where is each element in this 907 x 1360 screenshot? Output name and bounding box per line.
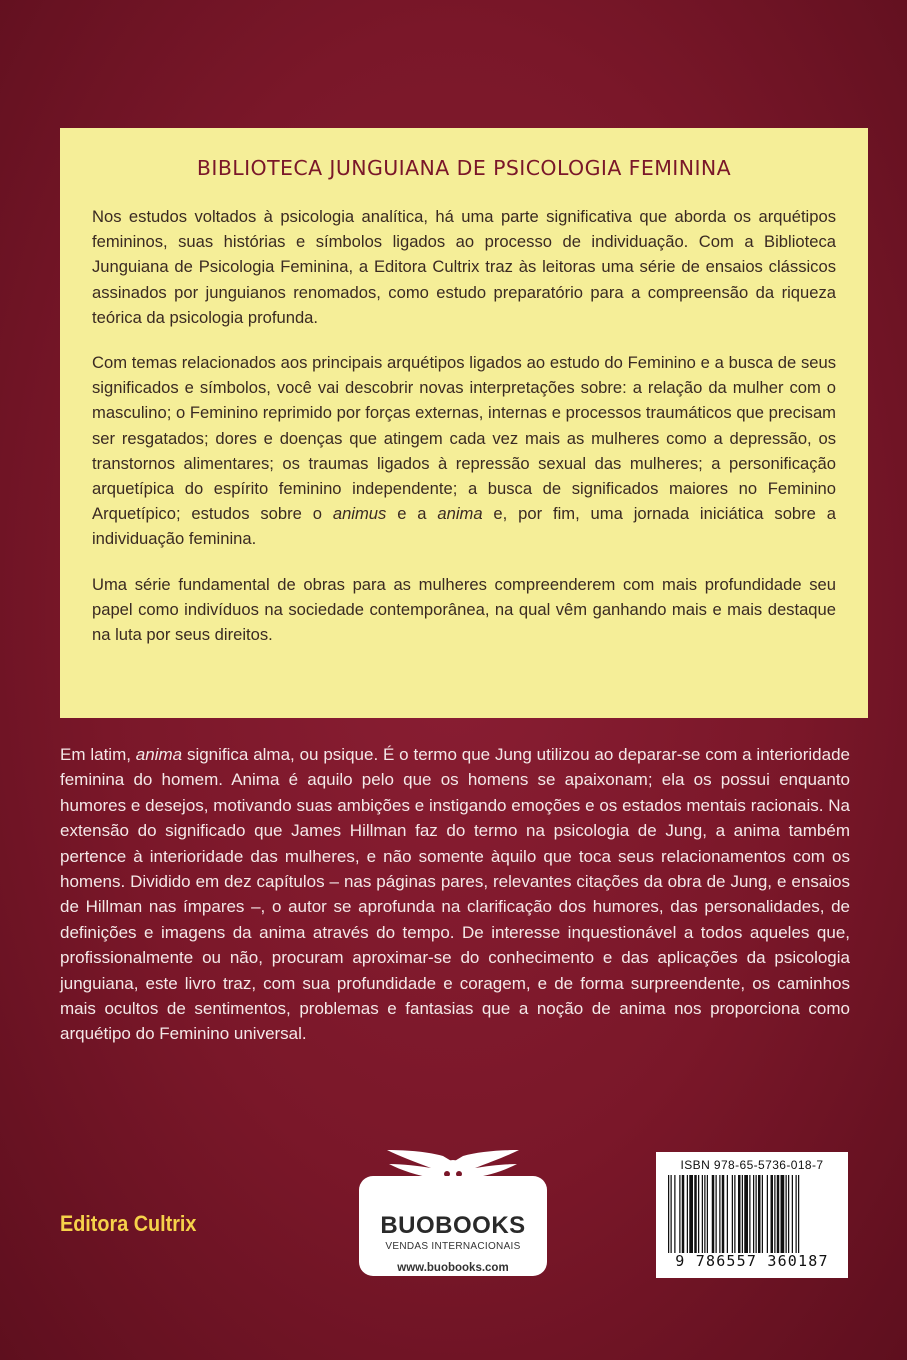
barcode-bar xyxy=(774,1175,775,1253)
series-paragraph-2-part-c: e, por fim, uma jornada iniciática sobre a individuação feminina. xyxy=(92,504,836,549)
barcode-bar xyxy=(749,1175,750,1253)
barcode-bar xyxy=(712,1175,715,1253)
barcode-bar xyxy=(679,1175,680,1253)
series-paragraph-2-part-a: Com temas relacionados aos principais arquétipos ligados ao estudo do Feminino e a busca de seus significados e símbolos, você vai descobrir novas interpretações sobre: a relação da mulher com o masculino; o Feminino reprimido por forças externas, internas e processos traumáticos que precisam ser resgatados; dores e doenças que atingem cada vez mais as mulheres como a depressão, os transtornos alimentares; os traumas ligados à repressão sexual das mulheres; a personificação arquetípica do espírito feminino independente; a busca de significados maiores no Feminino Arquetípico; estudos sobre o xyxy=(92,353,836,524)
barcode-bar xyxy=(694,1175,697,1253)
barcode-bar xyxy=(689,1175,693,1253)
barcode-bar xyxy=(687,1175,688,1253)
series-paragraph-2 xyxy=(92,350,836,552)
barcode-bar xyxy=(674,1175,675,1253)
barcode-bar xyxy=(767,1175,768,1253)
anima-term: anima xyxy=(437,504,483,524)
barcode-bar xyxy=(668,1175,669,1253)
barcode-bar xyxy=(788,1175,789,1253)
barcode-bar xyxy=(732,1175,733,1253)
series-paragraph-2-part-b: e a xyxy=(386,504,438,524)
isbn-label: ISBN 978-65-5736-018-7 xyxy=(680,1158,824,1172)
animus-term: animus xyxy=(332,504,387,524)
barcode-bar xyxy=(671,1175,672,1253)
barcode-digits: 9 786557 360187 xyxy=(675,1252,829,1270)
distributor-name: BUOBOOKS xyxy=(380,1212,526,1239)
barcode-bar xyxy=(777,1175,780,1253)
distributor-logo-box xyxy=(359,1176,547,1276)
series-paragraph-1: Nos estudos voltados à psicologia analítica, há uma parte significativa que aborda os arquétipos femininos, suas histórias e símbolos ligados ao processo de individuação. Com a Biblioteca Junguiana de Psicologia Feminina, a Editora Cultrix traz às leitoras uma série de ensaios clássicos assinados por junguianos renomados, como estudo preparatório para a compreensão da riqueza teórica da psicologia profunda. xyxy=(92,207,836,327)
book-description xyxy=(60,742,850,1047)
barcode-bar xyxy=(716,1175,717,1253)
barcode-bar xyxy=(796,1175,797,1253)
barcode-bar xyxy=(727,1175,728,1253)
distributor-logo xyxy=(359,1148,547,1278)
barcode-bar xyxy=(762,1175,763,1253)
isbn-barcode xyxy=(656,1152,848,1278)
barcode-bars xyxy=(664,1175,840,1253)
barcode-bar xyxy=(753,1175,754,1253)
publisher-name: Editora Cultrix xyxy=(60,1211,197,1236)
barcode-bar xyxy=(722,1175,725,1253)
barcode-bar xyxy=(742,1175,743,1253)
distributor-tagline: VENDAS INTERNACIONAIS xyxy=(385,1241,521,1252)
barcode-bar xyxy=(719,1175,720,1253)
barcode-bar xyxy=(704,1175,705,1253)
barcode-bar xyxy=(798,1175,799,1253)
barcode-bar xyxy=(702,1175,703,1253)
distributor-url: www.buobooks.com xyxy=(397,1262,509,1274)
barcode-bar xyxy=(786,1175,787,1253)
barcode-bar xyxy=(792,1175,793,1253)
barcode-bar xyxy=(682,1175,685,1253)
description-anima-term: anima xyxy=(135,745,183,764)
barcode-bar xyxy=(738,1175,741,1253)
series-title: BIBLIOTECA JUNGUIANA DE PSICOLOGIA FEMININA xyxy=(196,156,732,180)
barcode-bar xyxy=(781,1175,785,1253)
barcode-bar xyxy=(771,1175,774,1253)
description-body: significa alma, ou psique. É o termo que Jung utilizou ao deparar-se com a interioridade feminina do homem. Anima é aquilo pelo que os homens se apaixonam; ela os possui enquanto humores e desejos, motivando suas ambições e instigando emoções e os estados mentais racionais. Na extensão do significado que James Hillman faz do termo na psicologia de Jung, a anima também pertence à interioridade das mulheres, e não somente àquilo que toca seus relacionamentos com os homens. Dividido em dez capítulos – nas páginas pares, relevantes citações da obra de Jung, e ensaios de Hillman nas ímpares –, o autor se aprofunda na clarificação dos humores, das personalidades, de definições e imagens da anima através do tempo. De interesse inquestionável a todos aqueles que, profissionalmente ou não, procuram aproximar-se do conhecimento e das aplicações da psicologia junguiana, este livro traz, com sua profundidade e coragem, e de forma surpreendente, os caminhos mais ocultos de sentimentos, problemas e fantasias que a noção de anima nos proporciona como arquétipo do Feminino universal. xyxy=(60,745,850,1044)
series-info-box xyxy=(60,128,868,718)
barcode-bar xyxy=(756,1175,757,1253)
series-paragraph-3: Uma série fundamental de obras para as mulheres compreenderem com mais profundidade seu papel como indivíduos na sociedade contemporânea, na qual vêm ganhando mais e mais destaque na luta por seus direitos. xyxy=(92,574,836,645)
barcode-bar xyxy=(698,1175,699,1253)
description-lead: Em latim, xyxy=(60,745,136,764)
barcode-bar xyxy=(734,1175,735,1253)
barcode-bar xyxy=(707,1175,708,1253)
barcode-bar xyxy=(744,1175,748,1253)
barcode-bar xyxy=(758,1175,761,1253)
